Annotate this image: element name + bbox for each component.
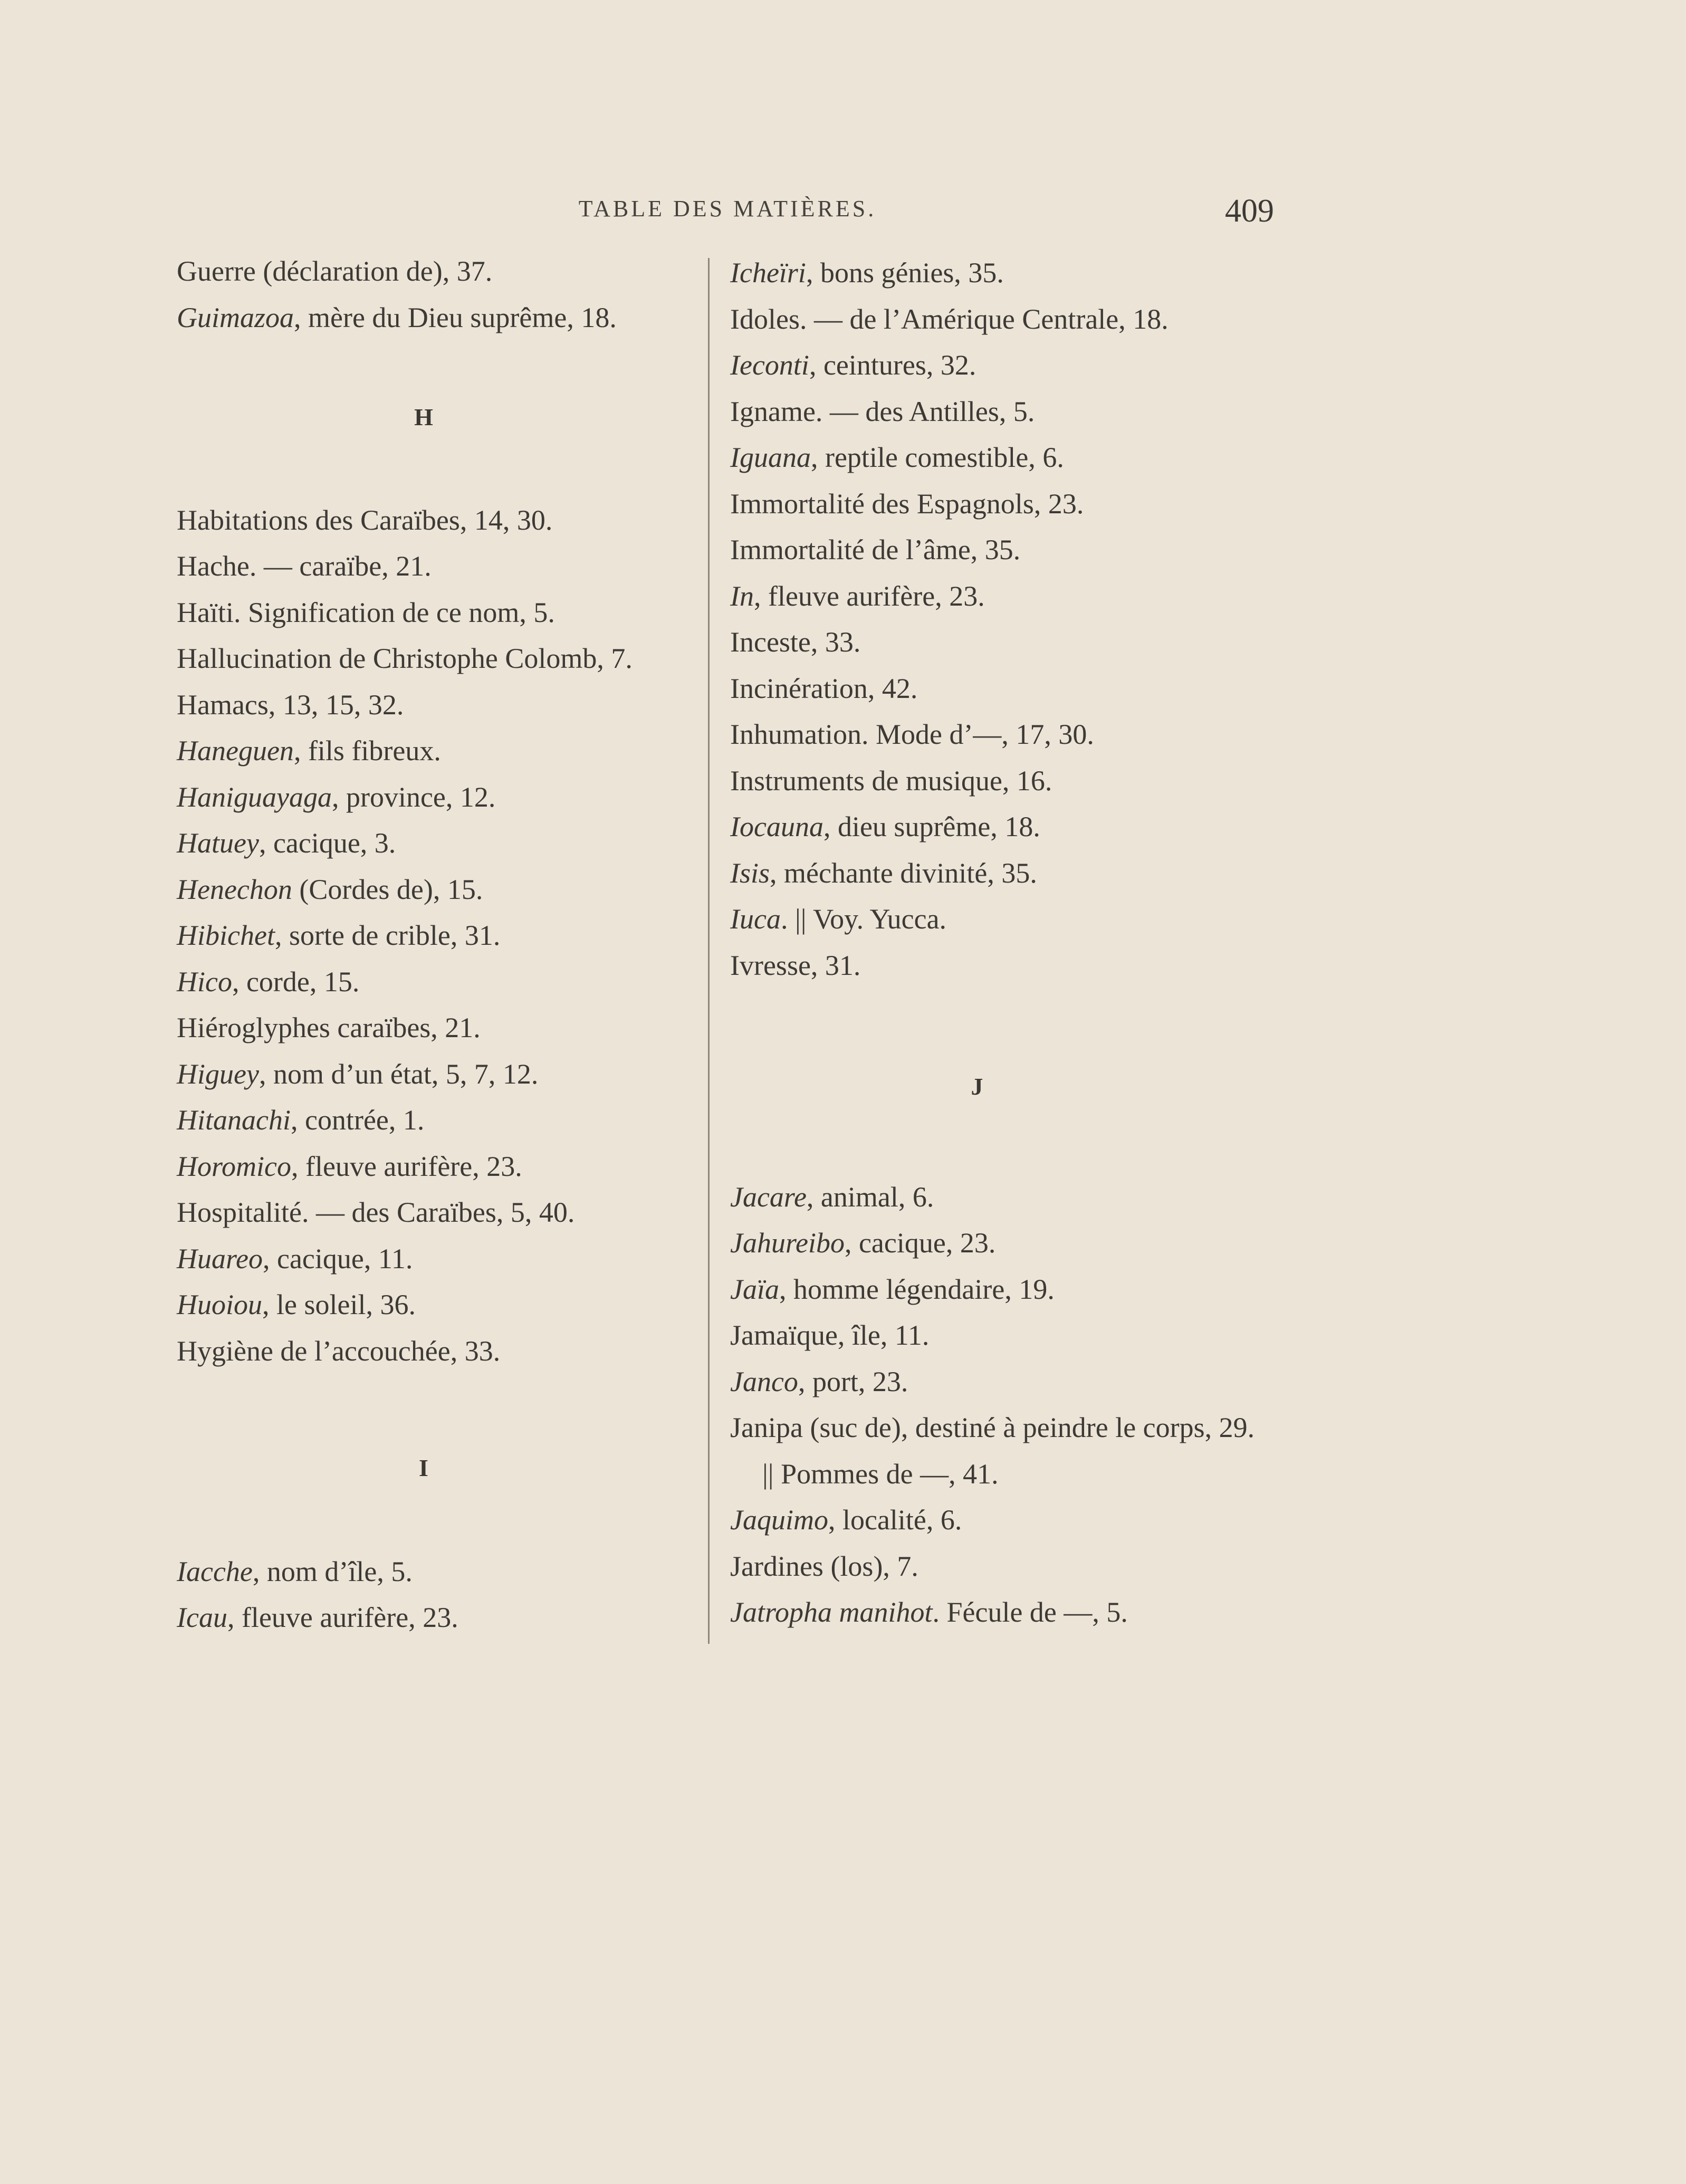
index-entry <box>730 250 1363 296</box>
entry-details: , bons génies, 35. <box>806 257 1004 289</box>
entry-details: , corde, 15. <box>232 965 360 998</box>
entry-text: Haïti. Signification de ce nom, 5. <box>177 596 555 628</box>
entry-term: Jacare <box>730 1181 807 1213</box>
index-entry <box>730 850 1363 897</box>
index-entry <box>177 295 699 341</box>
index-entry <box>177 1051 699 1098</box>
index-entry <box>730 1405 1363 1451</box>
entry-details: , fleuve aurifère, 23. <box>291 1150 522 1182</box>
entry-details: , fleuve aurifère, 23. <box>753 580 985 612</box>
entry-text: Instruments de musique, 16. <box>730 764 1052 797</box>
index-entry <box>730 1313 1363 1359</box>
index-entry <box>177 543 699 590</box>
index-entry <box>730 389 1363 435</box>
entry-term: Haneguen <box>177 735 294 767</box>
entry-details: , fleuve aurifère, 23. <box>227 1602 458 1633</box>
index-entry <box>177 867 699 913</box>
index-entry <box>730 712 1363 758</box>
column-divider <box>708 258 710 1644</box>
entry-text: Immortalité des Espagnols, 23. <box>730 487 1084 520</box>
index-entry <box>177 1144 699 1190</box>
entry-text: Inhumation. Mode d’—, 17, 30. <box>730 719 1094 750</box>
entry-term: Higuey <box>177 1058 259 1090</box>
entry-details: , nom d’un état, 5, 7, 12. <box>258 1058 539 1090</box>
index-entry <box>177 728 699 774</box>
entry-text: Guerre (déclaration de), 37. <box>177 255 493 287</box>
index-entry <box>177 682 699 729</box>
entry-details: , province, 12. <box>331 781 496 813</box>
entry-term: Haniguayaga <box>177 781 332 813</box>
index-entry <box>730 296 1363 343</box>
entry-details: , fils fibreux. <box>293 735 441 767</box>
entry-details: , reptile comestible, 6. <box>810 442 1064 473</box>
index-entry <box>177 636 699 682</box>
entry-text: Inceste, 33. <box>730 626 861 658</box>
entry-text: Immortalité de l’âme, 35. <box>730 534 1021 566</box>
entry-text: Incinération, 42. <box>730 672 918 704</box>
entry-term: Jaïa <box>730 1273 779 1305</box>
page-number: 409 <box>1225 193 1274 229</box>
entry-term: Iocauna <box>730 811 823 842</box>
entry-text: Jardines (los), 7. <box>730 1550 918 1582</box>
index-entry <box>177 1236 699 1282</box>
entry-term: Iacche <box>177 1555 253 1587</box>
entry-term: Icau <box>177 1602 227 1633</box>
entry-text: Hospitalité. — des Caraïbes, 5, 40. <box>177 1196 575 1228</box>
index-entry <box>730 1359 1363 1405</box>
entry-details: , dieu suprême, 18. <box>823 811 1040 842</box>
index-entry <box>730 481 1363 528</box>
entry-text: Hygiène de l’accouchée, 33. <box>177 1335 501 1367</box>
entry-text: Ivresse, 31. <box>730 949 861 981</box>
index-entry <box>730 619 1363 666</box>
entry-text: Igname. — des Antilles, 5. <box>730 395 1035 427</box>
entry-term: Huareo <box>177 1242 263 1275</box>
entry-details: , le soleil, 36. <box>262 1289 416 1320</box>
entry-term: Guimazoa <box>177 301 294 333</box>
index-entry <box>177 1549 699 1595</box>
section-heading-i: I <box>419 1454 428 1481</box>
entry-text: Jamaïque, île, 11. <box>730 1319 930 1351</box>
entry-details: , cacique, 11. <box>262 1242 413 1275</box>
entry-term: Icheïri <box>730 257 806 289</box>
section-heading-j: J <box>971 1073 983 1100</box>
index-entry <box>177 1595 699 1641</box>
entry-term: Hibichet <box>177 919 275 951</box>
index-entry <box>177 774 699 821</box>
entry-term: In <box>730 580 754 612</box>
entry-details: , cacique, 3. <box>258 827 396 859</box>
index-entry <box>177 1328 699 1375</box>
entry-text: Habitations des Caraïbes, 14, 30. <box>177 504 553 536</box>
entry-term: Iuca <box>730 903 781 935</box>
index-entry <box>730 1174 1363 1221</box>
entry-details: , homme légendaire, 19. <box>779 1273 1055 1305</box>
entry-details: (Cordes de), 15. <box>292 873 483 905</box>
entry-details: , animal, 6. <box>806 1181 934 1213</box>
entry-details: , contrée, 1. <box>290 1104 425 1136</box>
entry-term: Jatropha manihot <box>730 1596 933 1628</box>
entry-term: Henechon <box>177 873 292 905</box>
index-entry <box>177 959 699 1005</box>
index-entry <box>177 820 699 867</box>
section-heading-h: H <box>414 404 433 430</box>
entry-term: Hitanachi <box>177 1104 291 1136</box>
entry-details: , cacique, 23. <box>844 1227 996 1259</box>
running-title: TABLE DES MATIÈRES. <box>578 196 877 222</box>
index-entry <box>730 1267 1363 1313</box>
index-entry <box>177 1005 699 1051</box>
entry-text: Janipa (suc de), destiné à peindre le corps, 29. <box>730 1412 1255 1443</box>
index-entry <box>730 943 1363 989</box>
entry-term: Janco <box>730 1365 798 1397</box>
entry-details: , ceintures, 32. <box>809 349 976 381</box>
index-entry <box>730 1220 1363 1267</box>
index-entry <box>730 1497 1363 1544</box>
entry-text: Hamacs, 13, 15, 32. <box>177 688 404 721</box>
entry-term: Horomico <box>177 1150 291 1182</box>
index-entry <box>177 913 699 959</box>
entry-term: Jaquimo <box>730 1504 828 1536</box>
entry-text: || Pommes de —, 41. <box>762 1458 999 1490</box>
index-column-left <box>177 248 699 1641</box>
entry-text: Idoles. — de l’Amérique Centrale, 18. <box>730 303 1168 335</box>
index-entry <box>730 758 1363 804</box>
index-entry <box>177 1282 699 1328</box>
index-entry <box>730 896 1363 943</box>
index-entry <box>730 342 1363 389</box>
entry-term: Huoiou <box>177 1289 262 1320</box>
entry-text: Hache. — caraïbe, 21. <box>177 550 432 582</box>
entry-term: Isis <box>730 857 770 889</box>
entry-details: , localité, 6. <box>828 1504 962 1536</box>
index-entry <box>177 1097 699 1144</box>
index-entry <box>730 804 1363 850</box>
entry-details: . || Voy. Yucca. <box>780 903 947 935</box>
index-entry <box>730 527 1363 573</box>
entry-text: Hiéroglyphes caraïbes, 21. <box>177 1012 481 1043</box>
entry-details: , nom d’île, 5. <box>252 1555 413 1587</box>
entry-term: Jahureibo <box>730 1227 845 1259</box>
entry-details: . Fécule de —, 5. <box>932 1596 1128 1628</box>
index-entry <box>730 435 1363 481</box>
index-entry <box>177 497 699 544</box>
index-subentry <box>730 1451 1363 1498</box>
entry-details: , méchante divinité, 35. <box>770 857 1037 889</box>
index-entry <box>177 248 699 295</box>
entry-term: Hico <box>177 965 232 998</box>
entry-details: , port, 23. <box>798 1365 908 1397</box>
index-entry <box>177 590 699 636</box>
entry-details: , sorte de crible, 31. <box>274 919 501 951</box>
entry-term: Iguana <box>730 442 811 473</box>
entry-term: Hatuey <box>177 827 259 859</box>
entry-text: Hallucination de Christophe Colomb, 7. <box>177 643 633 674</box>
index-entry <box>730 666 1363 712</box>
index-column-right <box>730 250 1363 1636</box>
entry-term: Ieconti <box>730 349 809 381</box>
index-entry <box>730 573 1363 620</box>
index-entry <box>730 1589 1363 1636</box>
index-entry <box>177 1190 699 1236</box>
index-entry <box>730 1544 1363 1590</box>
entry-details: , mère du Dieu suprême, 18. <box>294 301 617 333</box>
